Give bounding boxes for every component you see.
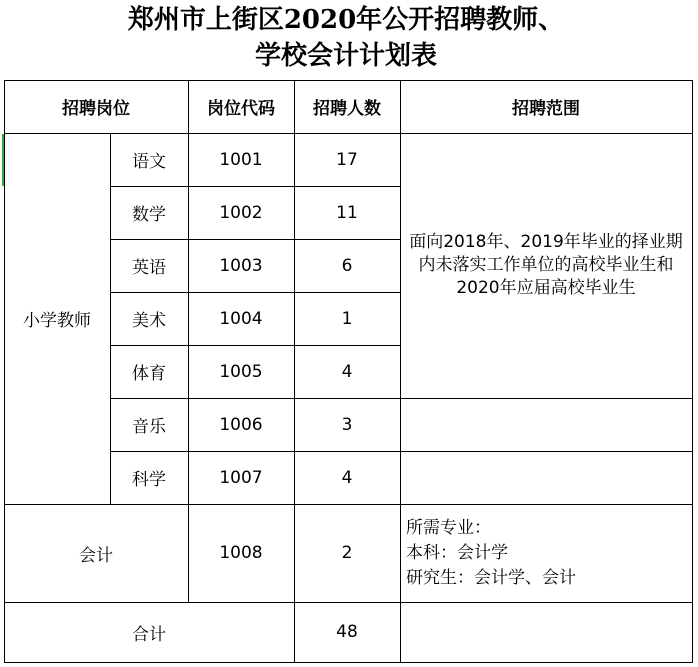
grid-line	[4, 662, 692, 663]
accountant-requirement-note	[400, 504, 692, 602]
row-count: 3	[341, 414, 353, 435]
row-count: 4	[341, 361, 353, 382]
row-code: 1003	[219, 255, 263, 276]
row-code: 1006	[219, 414, 263, 435]
title-line-1: 郑州市上街区2020年公开招聘教师、	[127, 5, 565, 35]
note-line: 研究生：会计学、会计	[406, 567, 576, 588]
group-label-teacher: 小学教师	[23, 311, 91, 331]
grid-line	[692, 80, 693, 663]
row-subject: 体育	[132, 364, 166, 384]
header-count: 招聘人数	[313, 99, 381, 119]
row-subject: 语文	[132, 152, 166, 172]
header-scope: 招聘范围	[512, 99, 580, 119]
recruitment-scope-text: 面向2018年、2019年毕业的择业期内未落实工作单位的高校毕业生和2020年应届高校毕业生	[409, 232, 683, 298]
row-code: 1007	[219, 467, 263, 488]
row-code: 1002	[219, 202, 263, 223]
accountant-code: 1008	[219, 543, 263, 563]
title-line-2: 学校会计计划表	[254, 41, 437, 71]
total-count: 48	[336, 622, 358, 642]
header-position: 招聘岗位	[62, 99, 130, 119]
note-line: 本科：会计学	[406, 542, 508, 563]
row-count: 17	[336, 149, 358, 170]
accountant-count: 2	[341, 543, 353, 563]
row-subject: 科学	[132, 470, 166, 490]
row-subject: 美术	[132, 311, 166, 331]
row-count: 1	[341, 308, 353, 329]
row-code: 1005	[219, 361, 263, 382]
row-count: 11	[336, 202, 358, 223]
total-label: 合计	[132, 624, 166, 645]
row-count: 6	[341, 255, 353, 276]
row-subject: 数学	[132, 205, 166, 225]
row-count: 4	[341, 467, 353, 488]
note-line: 所需专业：	[406, 517, 491, 538]
page-title	[0, 2, 692, 74]
row-subject: 音乐	[132, 417, 166, 437]
row-code: 1004	[219, 308, 263, 329]
accountant-label: 会计	[79, 545, 113, 566]
header-code: 岗位代码	[207, 99, 275, 119]
row-subject: 英语	[132, 258, 166, 278]
row-code: 1001	[219, 149, 263, 170]
